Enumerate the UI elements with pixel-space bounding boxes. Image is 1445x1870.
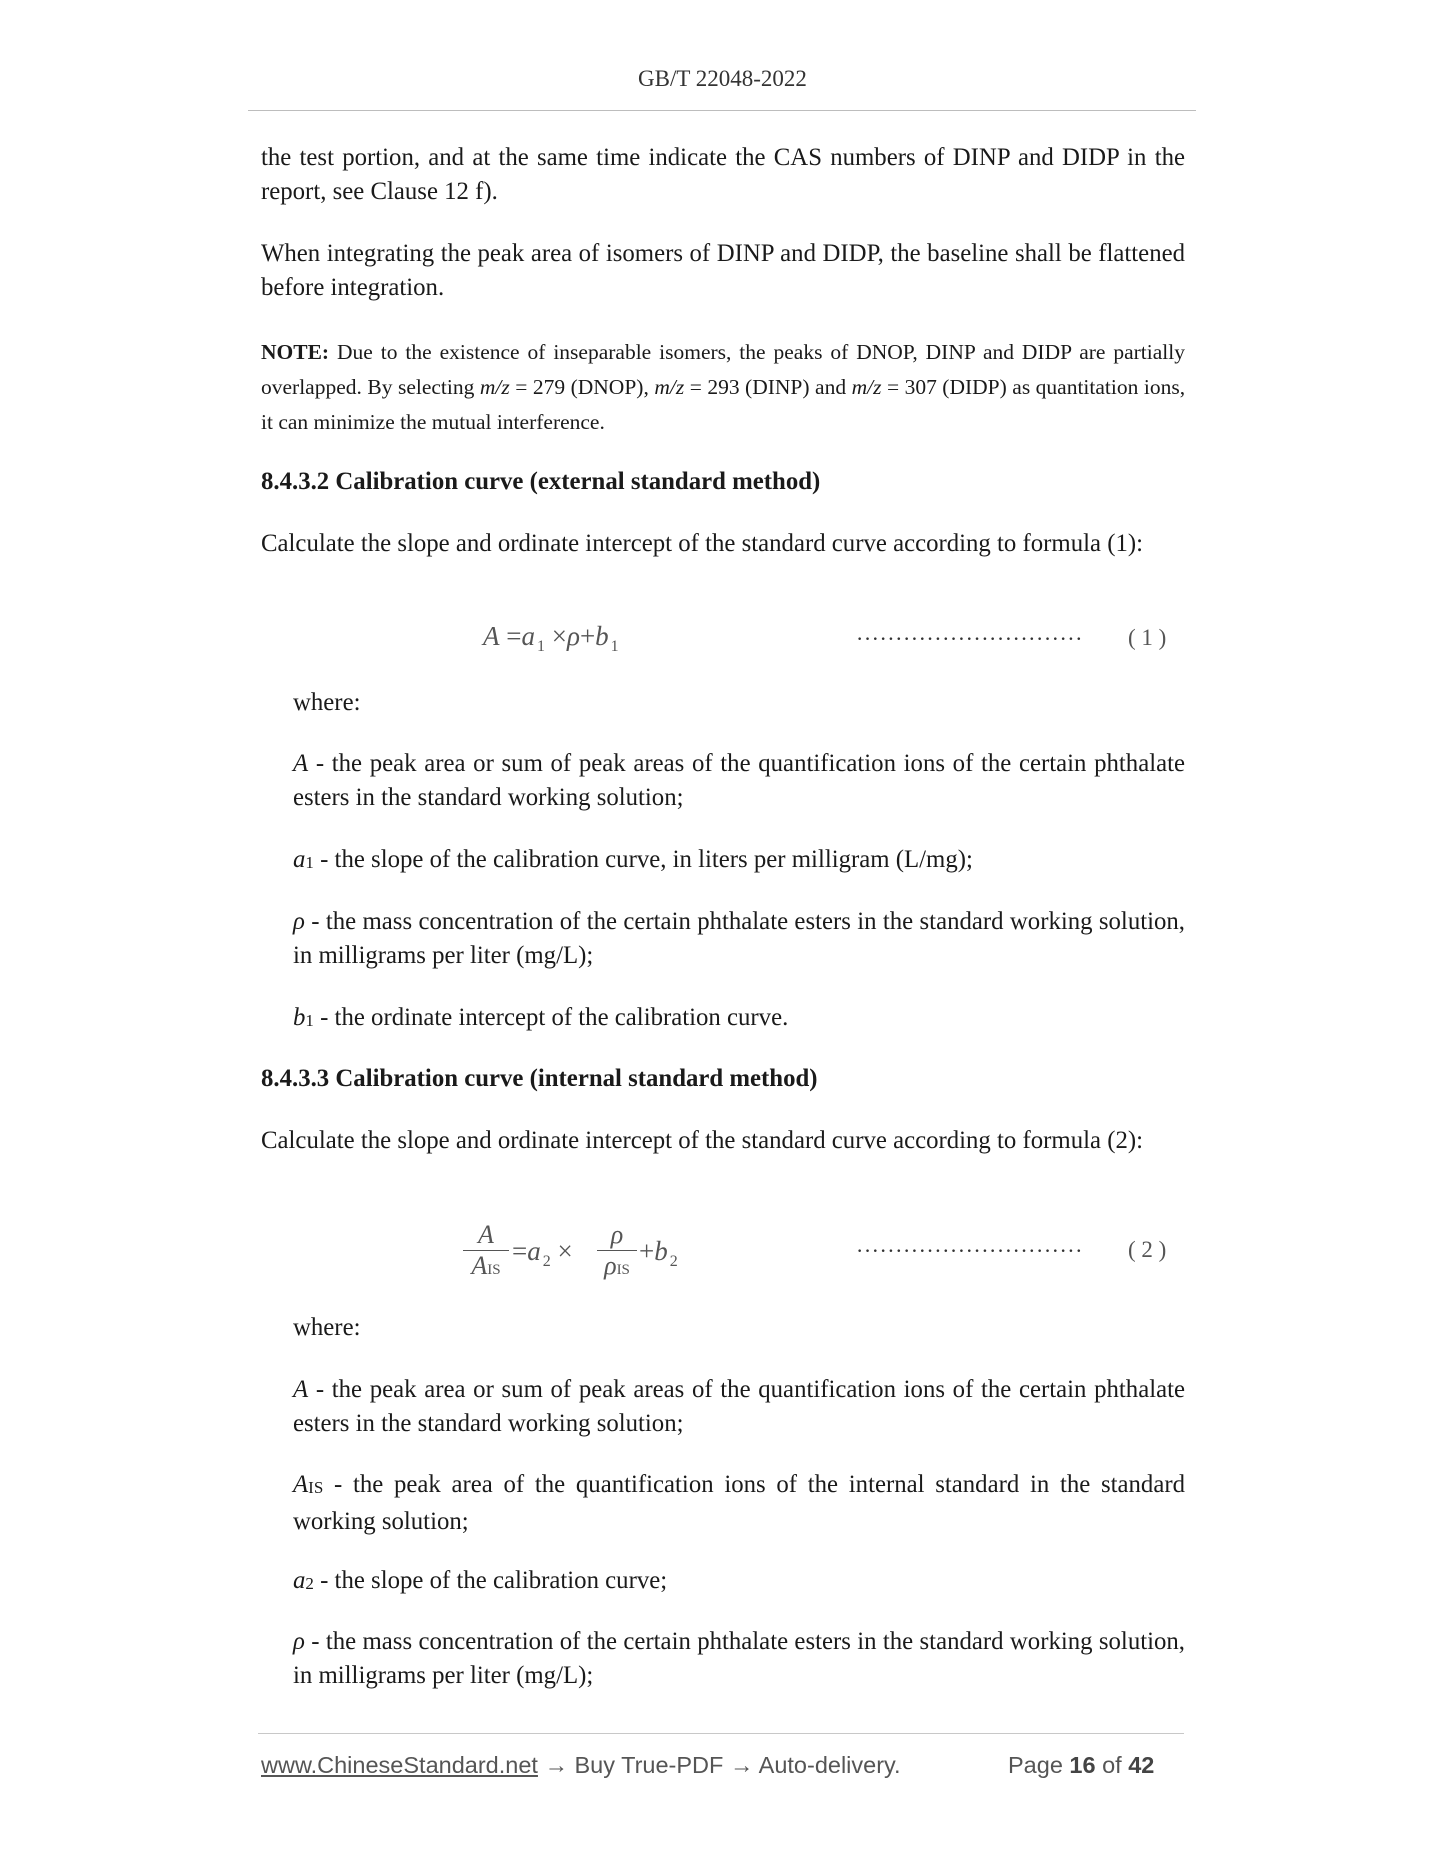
page-indicator — [1008, 1752, 1154, 1779]
note-text-a: Due to the existence of inseparable isomers, the peaks of DNOP, DINP and DIDP are partially overlapped. By selecting — [261, 340, 1185, 399]
definition-2-rho — [293, 1625, 1185, 1693]
definition-b1-symbol: b — [293, 1004, 306, 1031]
definition-2-A-text: - the peak area or sum of peak areas of the quantification ions of the certain phthalate esters in the standard working solution; — [293, 1376, 1185, 1437]
definition-rho-symbol: ρ — [293, 908, 305, 935]
note — [261, 335, 1185, 440]
formula-2-a-sub: 2 — [542, 1253, 551, 1270]
formula-1-times: × — [551, 621, 567, 651]
formula-1 — [483, 621, 619, 656]
note-mz-2: m/z — [654, 375, 685, 399]
definition-rho-text: - the mass concentration of the certain phthalate esters in the standard working solution, in milligrams per liter (mg/L); — [293, 908, 1185, 969]
definition-A-text: - the peak area or sum of peak areas of the quantification ions of the certain phthalate esters in the standard working solution; — [293, 750, 1185, 811]
definition-a1-symbol: a — [293, 846, 306, 873]
formula-1-b-sub: 1 — [610, 638, 619, 655]
definition-A-IS-symbol: A — [293, 1471, 309, 1498]
definition-A-IS-subscript: IS — [308, 1477, 324, 1497]
formula-2-equals: = — [512, 1236, 528, 1266]
definition-a2-text: - the slope of the calibration curve; — [313, 1567, 668, 1594]
definition-a2 — [293, 1564, 1185, 1601]
paragraph-integration: When integrating the peak area of isomers of DINP and DIDP, the baseline shall be flattened before integration. — [261, 240, 1185, 301]
definition-a1 — [293, 843, 1185, 880]
definition-2-rho-text: - the mass concentration of the certain phthalate esters in the standard working solution, in milligrams per liter (mg/L); — [293, 1628, 1185, 1689]
note-value-2: = 293 (DINP) and — [689, 375, 847, 399]
formula-1-b: b — [595, 621, 609, 651]
formula-2-tail — [639, 1236, 678, 1271]
formula-2-denominator-rho-sub: IS — [616, 1262, 630, 1278]
definition-b1-subscript: 1 — [305, 1010, 314, 1030]
formula-2-plus: + — [639, 1236, 655, 1266]
formula-1-leader-dots: ····························· — [856, 626, 1083, 651]
definition-a1-text: - the slope of the calibration curve, in liters per milligram (L/mg); — [313, 846, 973, 873]
definition-a2-subscript: 2 — [305, 1573, 314, 1593]
formula-2-times: × — [557, 1236, 573, 1266]
note-mz-3: m/z — [851, 375, 882, 399]
formula-2-b: b — [654, 1236, 668, 1266]
definition-A-symbol: A — [293, 750, 309, 777]
section-heading-external: 8.4.3.2 Calibration curve (external standard method) — [261, 468, 821, 495]
definition-2-rho-symbol: ρ — [293, 1628, 305, 1655]
formula-2-denominator-A-sub: IS — [487, 1262, 501, 1278]
footer-promo-text: → Buy True-PDF → Auto-delivery. — [537, 1752, 901, 1778]
site-link[interactable]: www.ChineseStandard.net — [261, 1752, 538, 1778]
definition-2-A-symbol: A — [293, 1376, 309, 1403]
where-label-2: where: — [293, 1314, 361, 1341]
formula-2-numerator-rho: ρ — [610, 1220, 624, 1249]
note-value-3: = 307 (DIDP) as quantitation ions, it can minimize the mutual interference. — [261, 375, 1186, 434]
header-rule — [248, 110, 1196, 111]
formula-2-denominator-rho: ρ — [604, 1251, 617, 1280]
of-label: of — [1102, 1752, 1122, 1778]
formula-2-fraction-2 — [597, 1220, 637, 1285]
footer-promo — [261, 1752, 901, 1779]
formula-2-middle — [512, 1236, 573, 1271]
definition-a2-symbol: a — [293, 1567, 306, 1594]
section-intro-internal: Calculate the slope and ordinate intercept of the standard curve according to formula (2): — [261, 1127, 1144, 1154]
formula-2-denominator-A: A — [471, 1251, 488, 1280]
formula-1-equals: = — [506, 621, 522, 651]
formula-2-a: a — [527, 1236, 541, 1266]
definition-A — [293, 747, 1185, 815]
formula-1-A: A — [483, 621, 500, 651]
where-label-1: where: — [293, 689, 361, 716]
paragraph-test-portion: the test portion, and at the same time indicate the CAS numbers of DINP and DIDP in the report, see Clause 12 f). — [261, 144, 1185, 205]
formula-1-number: ( 1 ) — [1128, 625, 1167, 650]
definition-A-IS — [293, 1468, 1185, 1539]
footer-rule — [258, 1733, 1184, 1734]
formula-2-leader-dots: ····························· — [856, 1238, 1083, 1263]
formula-1-plus: + — [579, 621, 596, 651]
definition-2-A — [293, 1373, 1185, 1441]
page-label: Page — [1008, 1752, 1063, 1778]
definition-a1-subscript: 1 — [305, 852, 314, 872]
running-header: GB/T 22048-2022 — [638, 66, 807, 91]
definition-b1-text: - the ordinate intercept of the calibration curve. — [313, 1004, 789, 1031]
page-number: 16 — [1069, 1752, 1096, 1778]
formula-1-a: a — [521, 621, 535, 651]
formula-2-b-sub: 2 — [669, 1253, 678, 1270]
note-label: NOTE: — [261, 340, 330, 364]
section-intro-external: Calculate the slope and ordinate intercept of the standard curve according to formula (1): — [261, 530, 1144, 557]
formula-2-numerator-A: A — [478, 1220, 494, 1249]
formula-1-a-sub: 1 — [536, 638, 545, 655]
section-heading-internal: 8.4.3.3 Calibration curve (internal standard method) — [261, 1065, 818, 1092]
definition-rho — [293, 905, 1185, 973]
definition-A-IS-text: - the peak area of the quantification ions of the internal standard in the standard working solution; — [293, 1471, 1185, 1535]
formula-2-number: ( 2 ) — [1128, 1237, 1167, 1262]
definition-b1 — [293, 1001, 1185, 1038]
formula-2-fraction-1 — [463, 1220, 509, 1285]
note-value-1: = 279 (DNOP), — [515, 375, 649, 399]
total-pages: 42 — [1128, 1752, 1155, 1778]
formula-1-rho: ρ — [566, 621, 580, 651]
note-mz-1: m/z — [479, 375, 510, 399]
